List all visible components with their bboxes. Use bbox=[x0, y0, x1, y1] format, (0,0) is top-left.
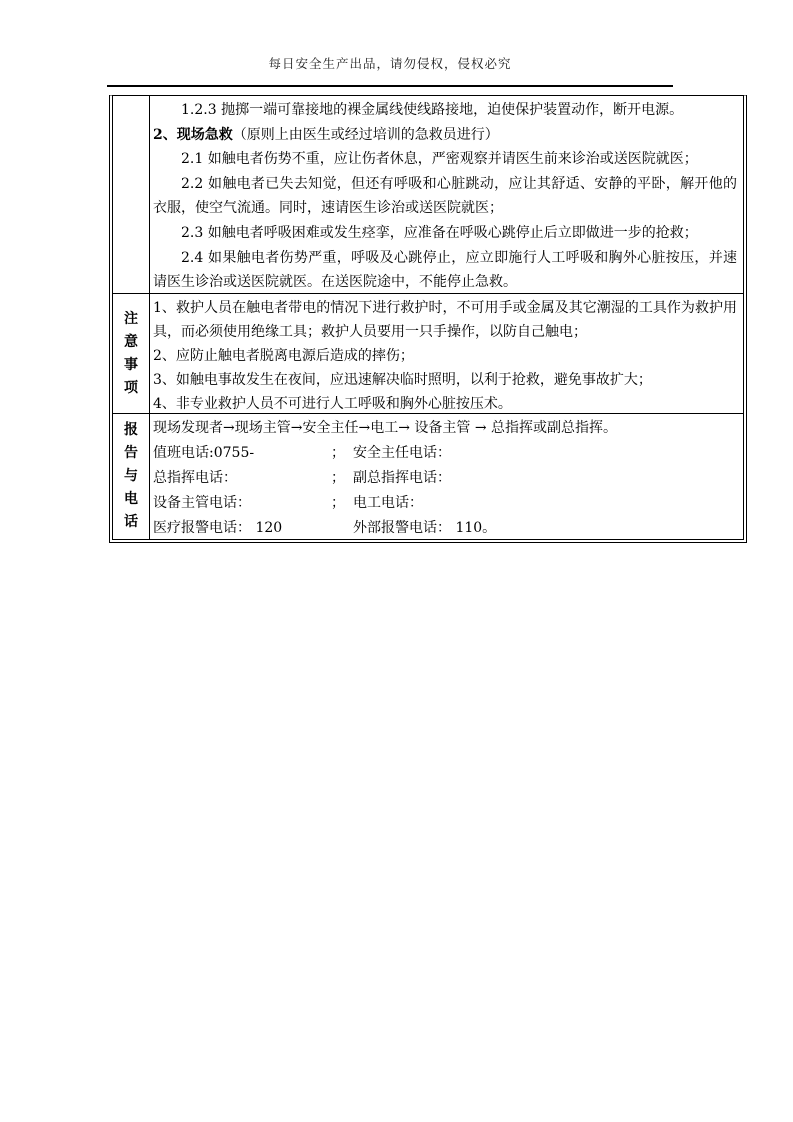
duty-phone-label: 值班电话:0755- bbox=[153, 445, 255, 461]
header-divider bbox=[107, 85, 673, 87]
paragraph-2-4: 2.4 如果触电者伤势严重，呼吸及心跳停止，应立即施行人工呼吸和胸外心脏按压，并速请医生诊治或送医院就医。在送医院途中，不能停止急救。 bbox=[153, 249, 737, 291]
paragraph-2-2: 2.2 如触电者已失去知觉，但还有呼吸和心脏跳动，应让其舒适、安静的平卧，解开他的衣服，使空气流通。同时，速请医生诊治或送医院就医； bbox=[153, 175, 737, 217]
first-aid-heading-note: （原则上由医生或经过培训的急救员进行） bbox=[232, 126, 499, 143]
report-chain-line: 现场发现者→现场主管→安全主任→电工→ 设备主管 → 总指挥或副总指挥。 bbox=[153, 420, 618, 436]
paragraph-onsite-first-aid-heading bbox=[153, 123, 737, 148]
report-content-cell bbox=[150, 414, 743, 539]
row-header-empty bbox=[113, 96, 150, 293]
phone-line bbox=[153, 491, 737, 516]
report-header-label: 报告与电话 bbox=[124, 422, 138, 530]
row-header-report-phones bbox=[113, 414, 150, 539]
table-row-report-phones bbox=[113, 413, 743, 539]
phone-line bbox=[153, 441, 737, 466]
precaution-item: 2、应防止触电者脱离电源后造成的摔伤； bbox=[153, 348, 414, 364]
paragraph-2-3: 2.3 如触电者呼吸困难或发生痉挛，应准备在呼吸心跳停止后立即做进一步的抢救； bbox=[181, 224, 698, 241]
precaution-item: 3、如触电事故发生在夜间，应迅速解决临时照明，以利于抢救，避免事故扩大； bbox=[153, 372, 652, 388]
first-aid-heading-bold: 2、现场急救 bbox=[153, 126, 233, 143]
precaution-item: 1、救护人员在触电者带电的情况下进行救护时，不可用手或金属及其它潮湿的工具作为救护用具，而必须使用绝缘工具；救护人员要用一只手操作，以防自己触电； bbox=[153, 300, 737, 340]
watermark-notice: 每日安全生产出品，请勿侵权，侵权必究 bbox=[268, 56, 512, 71]
phone-separator bbox=[331, 516, 353, 539]
safety-procedure-table bbox=[109, 95, 747, 543]
safety-director-phone-label: 安全主任电话： bbox=[353, 445, 451, 461]
electrician-phone-label: 电工电话： bbox=[353, 495, 423, 511]
phone-line bbox=[153, 516, 737, 539]
precautions-header-label: 注意事项 bbox=[124, 310, 138, 396]
row-header-precautions bbox=[113, 294, 150, 413]
phone-separator: ； bbox=[331, 445, 345, 461]
phone-separator: ； bbox=[331, 495, 345, 511]
precautions-content-cell bbox=[150, 294, 743, 413]
external-alarm-phone-label: 外部报警电话： 110。 bbox=[353, 520, 497, 536]
deputy-commander-phone-label: 副总指挥电话： bbox=[353, 470, 451, 486]
phone-line bbox=[153, 466, 737, 491]
equipment-manager-phone-label: 设备主管电话： bbox=[153, 495, 251, 511]
table-row-rescue bbox=[113, 96, 743, 293]
chief-commander-phone-label: 总指挥电话： bbox=[153, 470, 237, 486]
table-row-precautions bbox=[113, 293, 743, 413]
precaution-item: 4、非专业救护人员不可进行人工呼吸和胸外心脏按压术。 bbox=[153, 396, 512, 412]
paragraph-2-1: 2.1 如触电者伤势不重，应让伤者休息，严密观察并请医生前来诊治或送医院就医； bbox=[181, 151, 698, 168]
paragraph-1-2-3: 1.2.3 抛掷一端可靠接地的裸金属线使线路接地，迫使保护装置动作，断开电源。 bbox=[181, 102, 684, 118]
phone-separator: ； bbox=[331, 470, 345, 486]
medical-alarm-phone-label: 医疗报警电话： 120 bbox=[153, 520, 283, 536]
rescue-content-cell bbox=[150, 96, 743, 293]
